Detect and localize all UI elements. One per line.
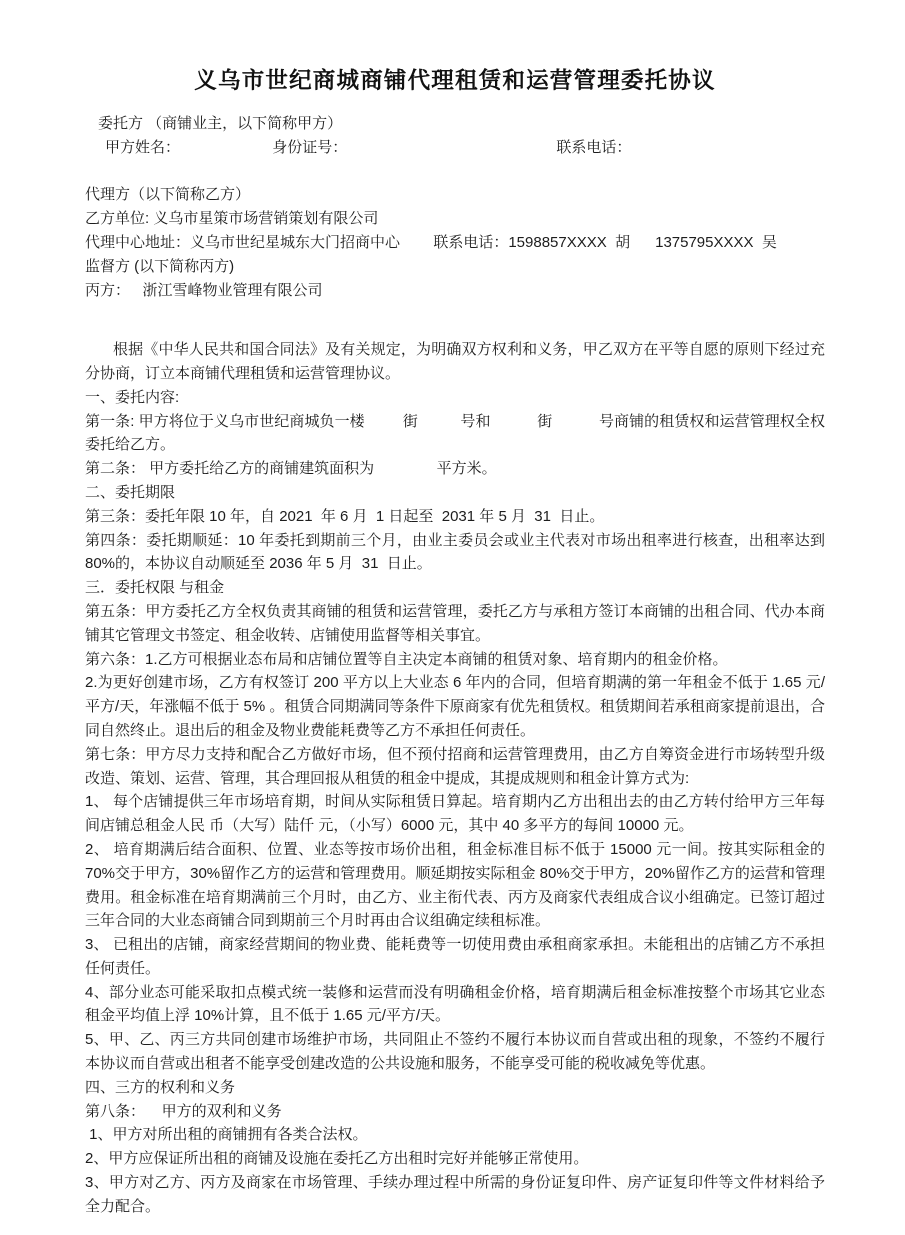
party-b-unit-line: 乙方单位: 义乌市星策市场营销策划有限公司 [85,210,379,228]
clause-8-item-1: 1、甲方对所出租的商铺拥有各类合法权。 [85,1126,368,1144]
clause-8-item-3: 3、甲方对乙方、丙方及商家在市场管理、手续办理过程中所需的身份证复印件、房产证复印件等文件材料给予全力配合。 [85,1174,825,1215]
party-a-phone-label: 联系电话： [556,138,632,156]
clause-7-item-2: 2、 培育期满后结合面积、位置、业态等按市场价出租，租金标准目标不低于 15000 元一间。按其实际租金的 70%交于甲方，30%留作乙方的运营和管理费用。顺延期按实际租金 80%交于甲方，20%留作乙方的运营和管理费用。租金标准在培育期满前三个月时，由乙方、业主衔代表、丙方及商家代表组成合议小组确定。已签订超过三年合同的大业态商铺合同到期前三个月时再由合议组确定续租标准。 [85,840,830,930]
party-b-address-line: 代理中心地址：义乌市世纪星城东大门招商中心 联系电话：1598857XXXX 胡 1375795XXXX 吴 [85,233,777,251]
clause-7: 第七条：甲方尽力支持和配合乙方做好市场，但不预付招商和运营管理费用，由乙方自筹资金进行市场转型升级改造、策划、运营、管理，其合理回报从租赁的租金中提成，其提成规则和租金计算方式为: [85,745,825,787]
heading-entrust-content: 一、委托内容: [85,388,180,406]
heading-rights-obligations: 四、三方的权利和义务 [85,1078,236,1096]
document-title: 义乌市世纪商城商铺代理租赁和运营管理委托协议 [194,68,716,93]
party-a-intro: 委托方 （商铺业主，以下简称甲方） [98,115,343,132]
party-a-fields-row [85,136,825,160]
clause-8: 第八条： 甲方的双利和义务 [85,1102,282,1120]
clause-6-item-1: 第六条：1.乙方可根据业态布局和店铺位置等自主决定本商铺的租赁对象、培育期内的租金价格。 [85,650,728,668]
party-a-name-label: 甲方姓名： [105,138,181,156]
clause-5: 第五条：甲方委托乙方全权负责其商铺的租赁和运营管理，委托乙方与承租方签订本商铺的出租合同、代办本商铺其它管理文书签定、租金收转、店铺使用监督等相关事宜。 [85,602,825,644]
party-c-line: 丙方： 浙江雪峰物业管理有限公司 [85,281,323,299]
heading-authority-rent: 三．委托权限 与租金 [85,579,225,597]
party-c-intro: 监督方 (以下简称丙方) [85,257,235,275]
party-b-intro: 代理方（以下简称乙方） [85,186,251,204]
clause-7-item-1: 1、 每个店铺提供三年市场培育期，时间从实际租赁日算起。培育期内乙方出租出去的由乙方转付给甲方三年每间店铺总租金人民 币（大写）陆仟 元，（小写）6000 元，其中 40 多平方的每间 10000 元。 [85,793,825,835]
clause-7-item-5: 5、甲、乙、丙三方共同创建市场维护市场，共同阻止不签约不履行本协议而自营或出租的现象，不签约不履行本协议而自营或出租者不能享受创建改造的公共设施和服务，不能享受可能的税收减免等优惠。 [85,1031,825,1073]
clause-6-item-2: 2.为更好创建市场，乙方有权签订 200 平方以上大业态 6 年内的合同，但培育期满的第一年租金不低于 1.65 元/平方/天，年涨幅不低于 5% 。租赁合同期满同等条件下原商家有优先租赁权。租赁期间若承租商家提前退出，合同自然终止。退出后的租金及物业费能耗费等乙方不承担任何责任。 [85,674,825,739]
clause-8-item-2: 2、甲方应保证所出租的商铺及设施在委托乙方出租时完好并能够正常使用。 [85,1150,589,1168]
clause-7-item-3: 3、 已租出的店铺，商家经营期间的物业费、能耗费等一切使用费由承租商家承担。未能租出的店铺乙方不承担任何责任。 [85,936,825,977]
heading-entrust-term: 二、委托期限 [85,483,176,501]
spacer [85,302,825,326]
clause-1: 第一条: 甲方将位于义乌市世纪商城负一楼 街 号和 街 号商铺的租赁权和运营管理权全权委托给乙方。 [85,412,825,454]
clause-4: 第四条：委托期顺延：10 年委托到期前三个月，由业主委员会或业主代表对市场出租率进行核查，出租率达到 80%的，本协议自动顺延至 2036 年 5 月 31 日止。 [85,531,830,573]
clause-3: 第三条：委托年限 10 年，自 2021 年 6 月 1 日起至 2031 年 5 月 31 日止。 [85,507,605,525]
spacer [85,326,825,338]
spacer [85,160,825,184]
clause-2: 第二条： 甲方委托给乙方的商铺建筑面积为 平方米。 [85,460,497,478]
party-a-id-label: 身份证号： [272,138,348,156]
preamble: 根据《中华人民共和国合同法》及有关规定，为明确双方权利和义务，甲乙双方在平等自愿的原则下经过充分协商，订立本商铺代理租赁和运营管理协议。 [85,341,825,382]
clause-7-item-4: 4、部分业态可能采取扣点模式统一装修和运营而没有明确租金价格，培育期满后租金标准按整个市场其它业态租金平均值上浮 10%计算，且不低于 1.65 元/平方/天。 [85,983,825,1025]
